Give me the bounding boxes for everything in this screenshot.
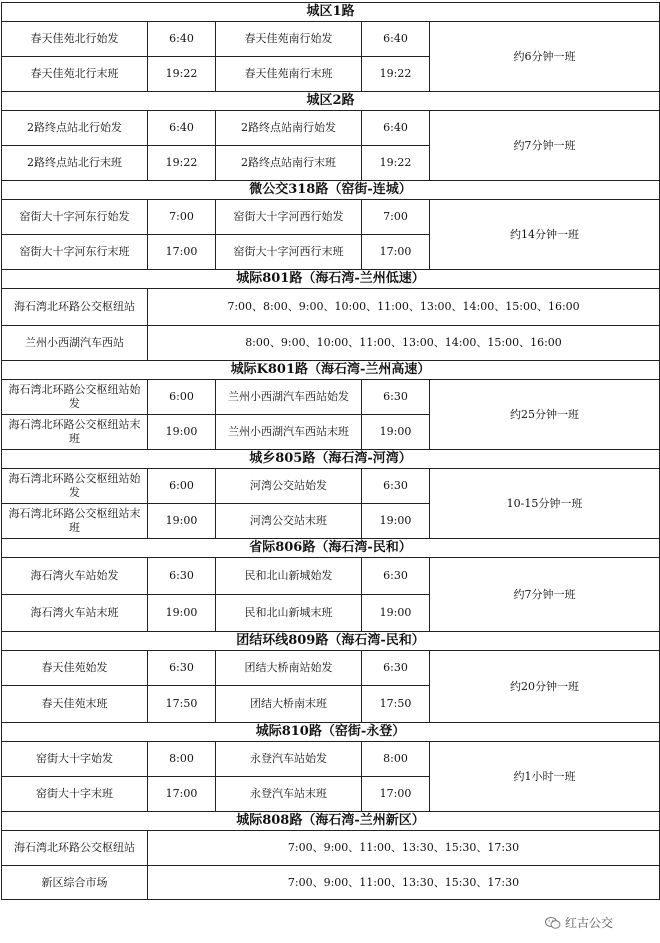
route-header-row (2, 270, 660, 289)
stop-name: 海石湾北环路公交枢纽站 (2, 831, 148, 866)
departure-stop: 海石湾火车站末班 (2, 595, 148, 632)
schedule-row (2, 558, 660, 595)
departure-stop: 海石湾北环路公交枢纽站始发 (2, 380, 148, 415)
departure-time: 8:00 (148, 742, 216, 777)
route-title: 城际K801路（海石湾-兰州高速） (2, 361, 660, 380)
schedule-row (2, 326, 660, 361)
departure-stop: 窑街大十字河东行始发 (2, 200, 148, 235)
watermark-text: 红古公交 (565, 916, 614, 930)
interval: 约6分钟一班 (430, 22, 660, 92)
departure-time: 19:22 (148, 146, 216, 181)
departure-time: 6:00 (148, 380, 216, 415)
interval: 约25分钟一班 (430, 380, 660, 450)
return-time: 6:30 (362, 469, 430, 504)
route-title: 微公交318路（窑街-连城） (2, 181, 660, 200)
schedule-row (2, 831, 660, 866)
return-stop: 永登汽车站末班 (216, 777, 362, 812)
return-stop: 团结大桥南末班 (216, 686, 362, 723)
return-stop: 民和北山新城末班 (216, 595, 362, 632)
route-title: 城际810路（窑街-永登） (2, 723, 660, 742)
departure-stop: 海石湾北环路公交枢纽站末班 (2, 415, 148, 450)
stop-name: 新区综合市场 (2, 866, 148, 900)
schedule-row (2, 380, 660, 415)
route-header-row (2, 632, 660, 651)
return-time: 17:50 (362, 686, 430, 723)
schedule-row (2, 469, 660, 504)
return-time: 6:40 (362, 22, 430, 57)
route-header-row (2, 361, 660, 380)
return-time: 17:00 (362, 777, 430, 812)
departure-time: 17:50 (148, 686, 216, 723)
schedule-row (2, 866, 660, 900)
departure-stop: 窑街大十字末班 (2, 777, 148, 812)
departure-stop: 海石湾北环路公交枢纽站末班 (2, 504, 148, 539)
route-header-row (2, 812, 660, 831)
departure-time: 6:40 (148, 22, 216, 57)
interval: 约14分钟一班 (430, 200, 660, 270)
return-stop: 2路终点站南行始发 (216, 111, 362, 146)
departure-times: 7:00、9:00、11:00、13:30、15:30、17:30 (148, 831, 660, 866)
bus-schedule-table (1, 2, 660, 900)
interval: 10-15分钟一班 (430, 469, 660, 539)
return-stop: 春天佳苑南行末班 (216, 57, 362, 92)
departure-stop: 海石湾北环路公交枢纽站始发 (2, 469, 148, 504)
departure-stop: 2路终点站北行始发 (2, 111, 148, 146)
return-stop: 2路终点站南行末班 (216, 146, 362, 181)
return-time: 6:30 (362, 558, 430, 595)
route-header-row (2, 3, 660, 22)
return-stop: 民和北山新城始发 (216, 558, 362, 595)
departure-stop: 春天佳苑始发 (2, 651, 148, 686)
route-header-row (2, 92, 660, 111)
route-title: 城区1路 (2, 3, 660, 22)
schedule-row (2, 200, 660, 235)
return-stop: 窑街大十字河西行末班 (216, 235, 362, 270)
return-time: 8:00 (362, 742, 430, 777)
departure-time: 17:00 (148, 777, 216, 812)
departure-stop: 春天佳苑北行始发 (2, 22, 148, 57)
departure-stop: 窑街大十字始发 (2, 742, 148, 777)
departure-time: 6:30 (148, 558, 216, 595)
departure-time: 6:30 (148, 651, 216, 686)
departure-times: 7:00、8:00、9:00、10:00、11:00、13:00、14:00、15:00、16:00 (148, 289, 660, 326)
departure-stop: 春天佳苑北行末班 (2, 57, 148, 92)
route-header-row (2, 723, 660, 742)
return-time: 17:00 (362, 235, 430, 270)
route-title: 城区2路 (2, 92, 660, 111)
interval: 约20分钟一班 (430, 651, 660, 723)
departure-stop: 2路终点站北行末班 (2, 146, 148, 181)
schedule-row (2, 289, 660, 326)
interval: 约7分钟一班 (430, 111, 660, 181)
route-header-row (2, 450, 660, 469)
return-stop: 春天佳苑南行始发 (216, 22, 362, 57)
route-title: 省际806路（海石湾-民和） (2, 539, 660, 558)
return-stop: 窑街大十字河西行始发 (216, 200, 362, 235)
departure-stop: 春天佳苑末班 (2, 686, 148, 723)
departure-time: 7:00 (148, 200, 216, 235)
return-time: 6:30 (362, 380, 430, 415)
interval: 约1小时一班 (430, 742, 660, 812)
departure-time: 19:00 (148, 504, 216, 539)
return-time: 6:30 (362, 651, 430, 686)
return-time: 19:00 (362, 415, 430, 450)
route-title: 城乡805路（海石湾-河湾） (2, 450, 660, 469)
departure-time: 6:00 (148, 469, 216, 504)
return-stop: 永登汽车站始发 (216, 742, 362, 777)
schedule-row (2, 22, 660, 57)
departure-times: 8:00、9:00、10:00、11:00、13:00、14:00、15:00、16:00 (148, 326, 660, 361)
return-time: 19:22 (362, 57, 430, 92)
schedule-row (2, 742, 660, 777)
departure-times: 7:00、9:00、11:00、13:30、15:30、17:30 (148, 866, 660, 900)
wechat-icon (545, 916, 561, 930)
return-stop: 河湾公交站始发 (216, 469, 362, 504)
interval: 约7分钟一班 (430, 558, 660, 632)
departure-stop: 海石湾火车站始发 (2, 558, 148, 595)
schedule-row (2, 111, 660, 146)
return-time: 19:22 (362, 146, 430, 181)
wechat-watermark (541, 913, 617, 932)
departure-time: 19:00 (148, 595, 216, 632)
route-header-row (2, 539, 660, 558)
return-stop: 兰州小西湖汽车西站末班 (216, 415, 362, 450)
route-header-row (2, 181, 660, 200)
return-time: 19:00 (362, 595, 430, 632)
return-stop: 团结大桥南站始发 (216, 651, 362, 686)
return-time: 7:00 (362, 200, 430, 235)
departure-time: 19:00 (148, 415, 216, 450)
route-title: 城际801路（海石湾-兰州低速） (2, 270, 660, 289)
schedule-row (2, 651, 660, 686)
departure-time: 19:22 (148, 57, 216, 92)
route-title: 城际808路（海石湾-兰州新区） (2, 812, 660, 831)
return-time: 6:40 (362, 111, 430, 146)
return-stop: 兰州小西湖汽车西站始发 (216, 380, 362, 415)
departure-stop: 窑街大十字河东行末班 (2, 235, 148, 270)
return-stop: 河湾公交站末班 (216, 504, 362, 539)
route-title: 团结环线809路（海石湾-民和） (2, 632, 660, 651)
departure-time: 17:00 (148, 235, 216, 270)
stop-name: 海石湾北环路公交枢纽站 (2, 289, 148, 326)
return-time: 19:00 (362, 504, 430, 539)
departure-time: 6:40 (148, 111, 216, 146)
stop-name: 兰州小西湖汽车西站 (2, 326, 148, 361)
